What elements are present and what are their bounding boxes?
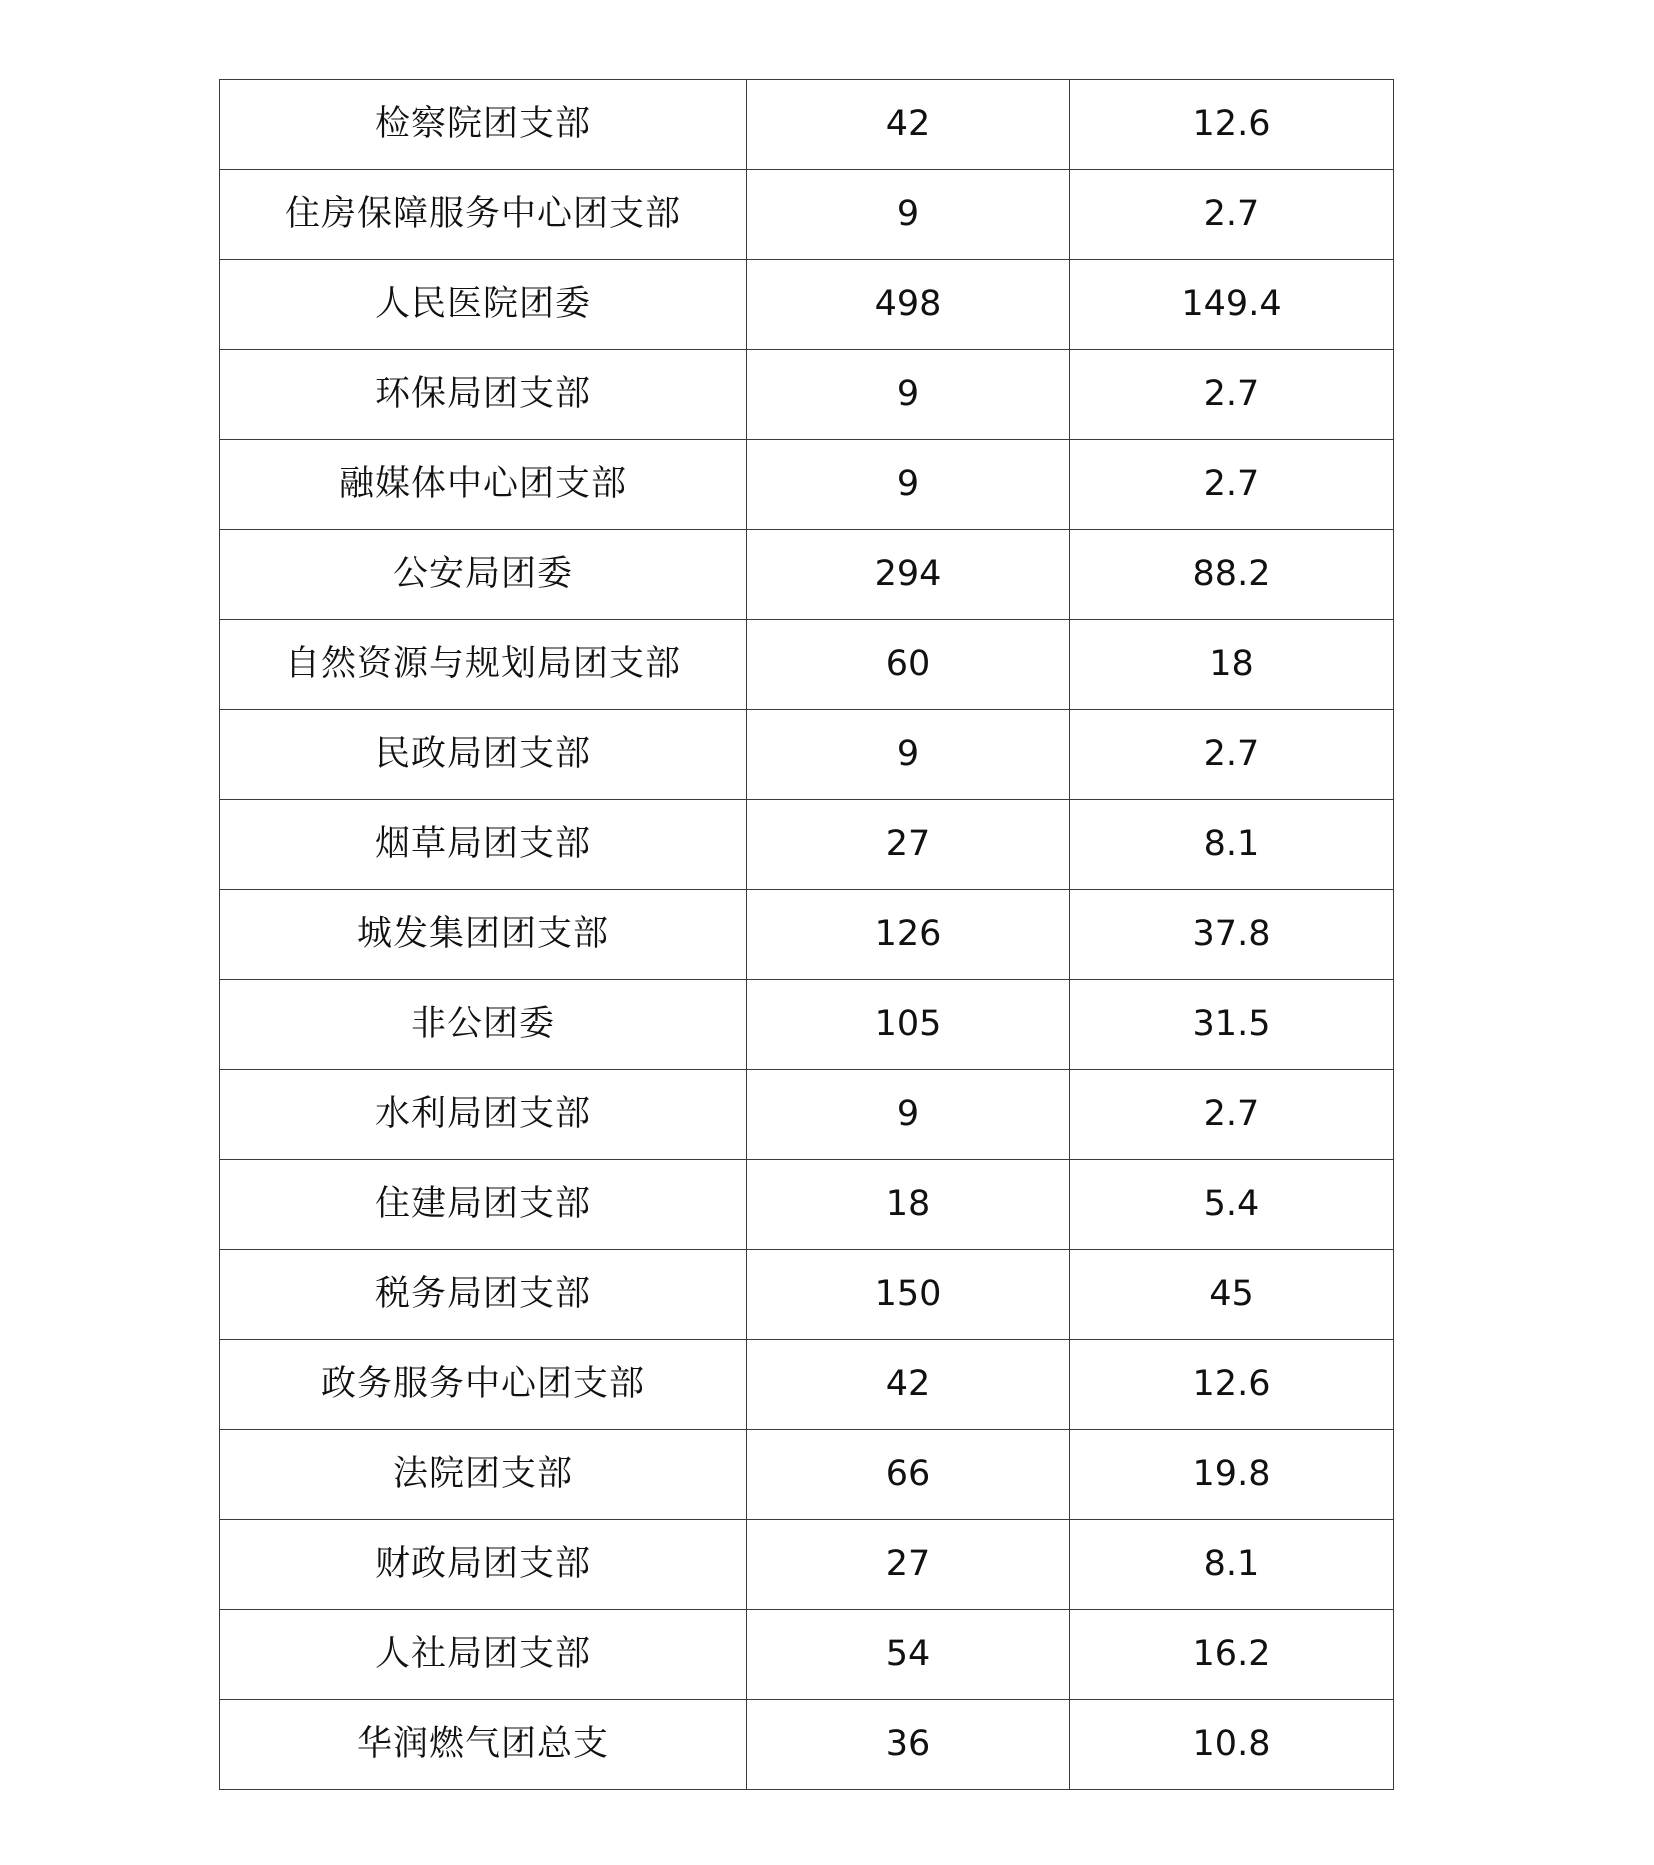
count-cell: 60 [747, 620, 1070, 710]
table-row [220, 350, 1394, 440]
organization-name-cell: 住建局团支部 [220, 1160, 747, 1250]
count-cell: 36 [747, 1700, 1070, 1790]
amount-cell: 8.1 [1070, 1520, 1394, 1610]
organization-name-cell: 人民医院团委 [220, 260, 747, 350]
count-cell: 9 [747, 1070, 1070, 1160]
amount-cell: 8.1 [1070, 800, 1394, 890]
organization-name-cell: 检察院团支部 [220, 80, 747, 170]
count-cell: 498 [747, 260, 1070, 350]
amount-cell: 149.4 [1070, 260, 1394, 350]
organization-name-cell: 民政局团支部 [220, 710, 747, 800]
amount-cell: 88.2 [1070, 530, 1394, 620]
table-row [220, 1700, 1394, 1790]
count-cell: 27 [747, 1520, 1070, 1610]
data-table [219, 79, 1394, 1790]
amount-cell: 31.5 [1070, 980, 1394, 1070]
table-row [220, 1340, 1394, 1430]
table-row [220, 260, 1394, 350]
table-row [220, 170, 1394, 260]
table-row [220, 1520, 1394, 1610]
amount-cell: 19.8 [1070, 1430, 1394, 1520]
table-row [220, 710, 1394, 800]
table-row [220, 440, 1394, 530]
organization-name-cell: 税务局团支部 [220, 1250, 747, 1340]
amount-cell: 37.8 [1070, 890, 1394, 980]
count-cell: 18 [747, 1160, 1070, 1250]
count-cell: 126 [747, 890, 1070, 980]
count-cell: 42 [747, 1340, 1070, 1430]
table-row [220, 80, 1394, 170]
amount-cell: 18 [1070, 620, 1394, 710]
organization-name-cell: 华润燃气团总支 [220, 1700, 747, 1790]
table-row [220, 1070, 1394, 1160]
table-row [220, 800, 1394, 890]
organization-name-cell: 公安局团委 [220, 530, 747, 620]
organization-name-cell: 非公团委 [220, 980, 747, 1070]
count-cell: 9 [747, 170, 1070, 260]
table-row [220, 530, 1394, 620]
amount-cell: 2.7 [1070, 1070, 1394, 1160]
organization-name-cell: 水利局团支部 [220, 1070, 747, 1160]
table-row [220, 1160, 1394, 1250]
count-cell: 9 [747, 350, 1070, 440]
organization-name-cell: 住房保障服务中心团支部 [220, 170, 747, 260]
amount-cell: 2.7 [1070, 440, 1394, 530]
amount-cell: 2.7 [1070, 350, 1394, 440]
amount-cell: 2.7 [1070, 170, 1394, 260]
count-cell: 54 [747, 1610, 1070, 1700]
organization-name-cell: 人社局团支部 [220, 1610, 747, 1700]
organization-name-cell: 财政局团支部 [220, 1520, 747, 1610]
table-body [220, 80, 1394, 1790]
organization-name-cell: 政务服务中心团支部 [220, 1340, 747, 1430]
count-cell: 9 [747, 710, 1070, 800]
count-cell: 66 [747, 1430, 1070, 1520]
table-row [220, 980, 1394, 1070]
table-row [220, 890, 1394, 980]
count-cell: 27 [747, 800, 1070, 890]
count-cell: 150 [747, 1250, 1070, 1340]
amount-cell: 12.6 [1070, 80, 1394, 170]
amount-cell: 12.6 [1070, 1340, 1394, 1430]
amount-cell: 5.4 [1070, 1160, 1394, 1250]
organization-name-cell: 融媒体中心团支部 [220, 440, 747, 530]
count-cell: 105 [747, 980, 1070, 1070]
count-cell: 42 [747, 80, 1070, 170]
table-row [220, 1250, 1394, 1340]
organization-name-cell: 烟草局团支部 [220, 800, 747, 890]
count-cell: 294 [747, 530, 1070, 620]
organization-name-cell: 法院团支部 [220, 1430, 747, 1520]
organization-name-cell: 环保局团支部 [220, 350, 747, 440]
amount-cell: 45 [1070, 1250, 1394, 1340]
organization-name-cell: 城发集团团支部 [220, 890, 747, 980]
count-cell: 9 [747, 440, 1070, 530]
table-row [220, 1430, 1394, 1520]
table-row [220, 620, 1394, 710]
amount-cell: 10.8 [1070, 1700, 1394, 1790]
amount-cell: 2.7 [1070, 710, 1394, 800]
amount-cell: 16.2 [1070, 1610, 1394, 1700]
organization-name-cell: 自然资源与规划局团支部 [220, 620, 747, 710]
table-row [220, 1610, 1394, 1700]
